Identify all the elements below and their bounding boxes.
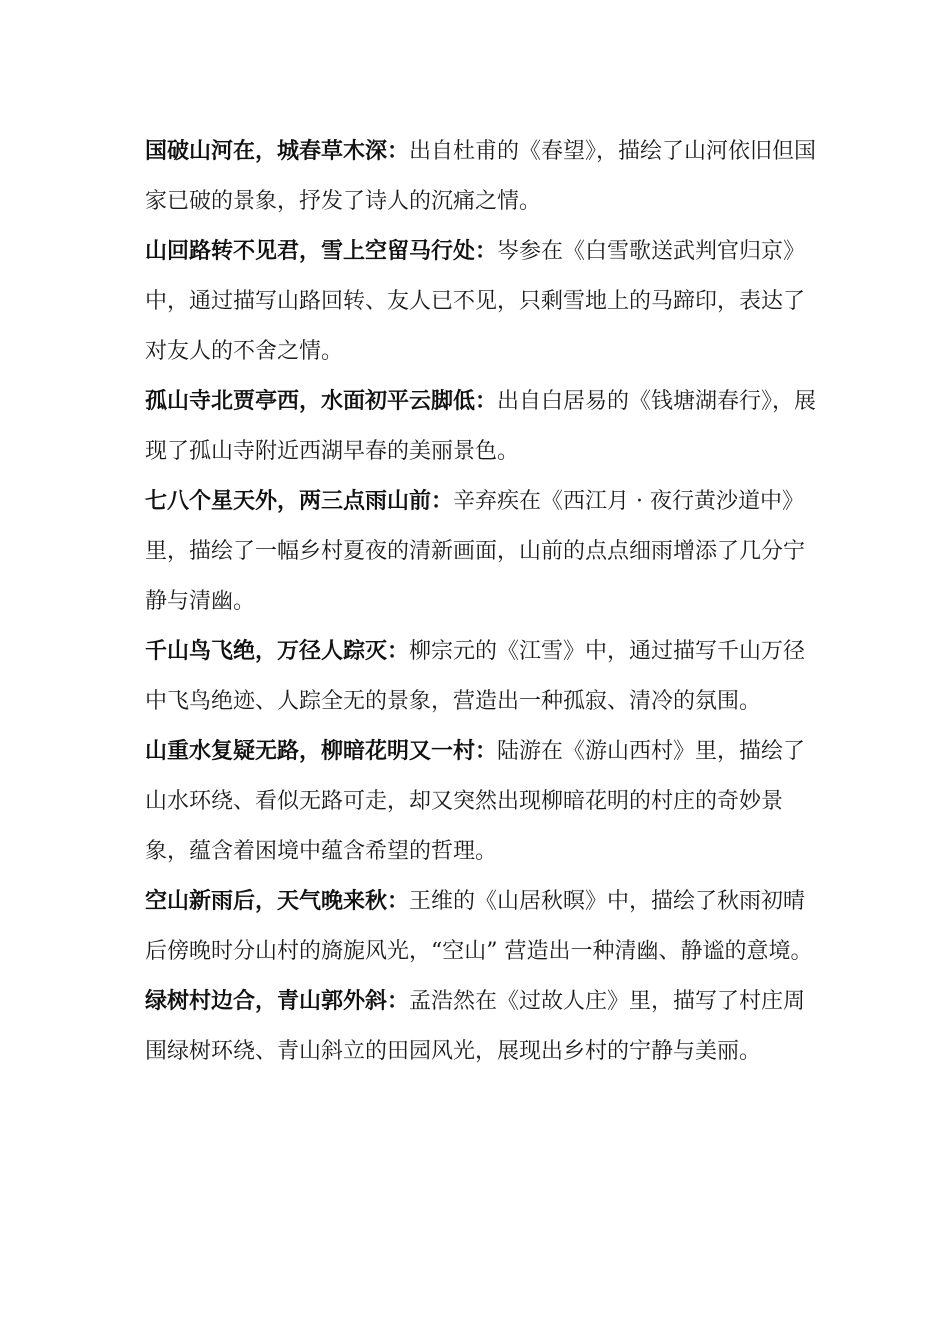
entry-description: 辛弃疾在《西江月 · 夜行黄沙道中》里，描绘了一幅乡村夏夜的清新画面，山前的点点细雨增添了几分宁静与清幽。 xyxy=(145,489,806,614)
entry-phrase: 空山新雨后，天气晚来秋： xyxy=(145,889,410,914)
entry-description: 王维的《山居秋暝》中，描绘了秋雨初晴后傍晚时分山村的旖旎风光，“空山” 营造出一种清幽、静谧的意境。 xyxy=(145,889,813,964)
entry-phrase: 七八个星天外，两三点雨山前： xyxy=(145,489,454,514)
entry-description: 岑参在《白雪歌送武判官归京》中，通过描写山路回转、友人已不见，只剩雪地上的马蹄印，表达了对友人的不舍之情。 xyxy=(145,239,806,364)
entry-description: 出自杜甫的《春望》，描绘了山河依旧但国家已破的景象，抒发了诗人的沉痛之情。 xyxy=(145,139,817,214)
entry-7 xyxy=(145,877,825,977)
entry-5 xyxy=(145,627,825,727)
entry-description: 柳宗元的《江雪》中，通过描写千山万径中飞鸟绝迹、人踪全无的景象，营造出一种孤寂、清冷的氛围。 xyxy=(145,639,806,714)
entry-phrase: 山回路转不见君，雪上空留马行处： xyxy=(145,239,498,264)
entry-phrase: 山重水复疑无路，柳暗花明又一村： xyxy=(145,739,498,764)
entry-description: 出自白居易的《钱塘湖春行》，展现了孤山寺附近西湖早春的美丽景色。 xyxy=(145,389,817,464)
entry-6 xyxy=(145,727,825,877)
entry-description: 陆游在《游山西村》里，描绘了山水环绕、看似无路可走，却又突然出现柳暗花明的村庄的奇妙景象，蕴含着困境中蕴含希望的哲理。 xyxy=(145,739,806,864)
entry-description: 孟浩然在《过故人庄》里，描写了村庄周围绿树环绕、青山斜立的田园风光，展现出乡村的宁静与美丽。 xyxy=(145,989,806,1064)
entry-2 xyxy=(145,227,825,377)
entry-4 xyxy=(145,477,825,627)
entry-phrase: 孤山寺北贾亭西，水面初平云脚低： xyxy=(145,389,498,414)
entry-3 xyxy=(145,377,825,477)
entry-phrase: 绿树村边合，青山郭外斜： xyxy=(145,989,410,1014)
document-body xyxy=(145,127,825,1077)
entry-phrase: 千山鸟飞绝，万径人踪灭： xyxy=(145,639,410,664)
entry-phrase: 国破山河在，城春草木深： xyxy=(145,139,410,164)
entry-8 xyxy=(145,977,825,1077)
entry-1 xyxy=(145,127,825,227)
